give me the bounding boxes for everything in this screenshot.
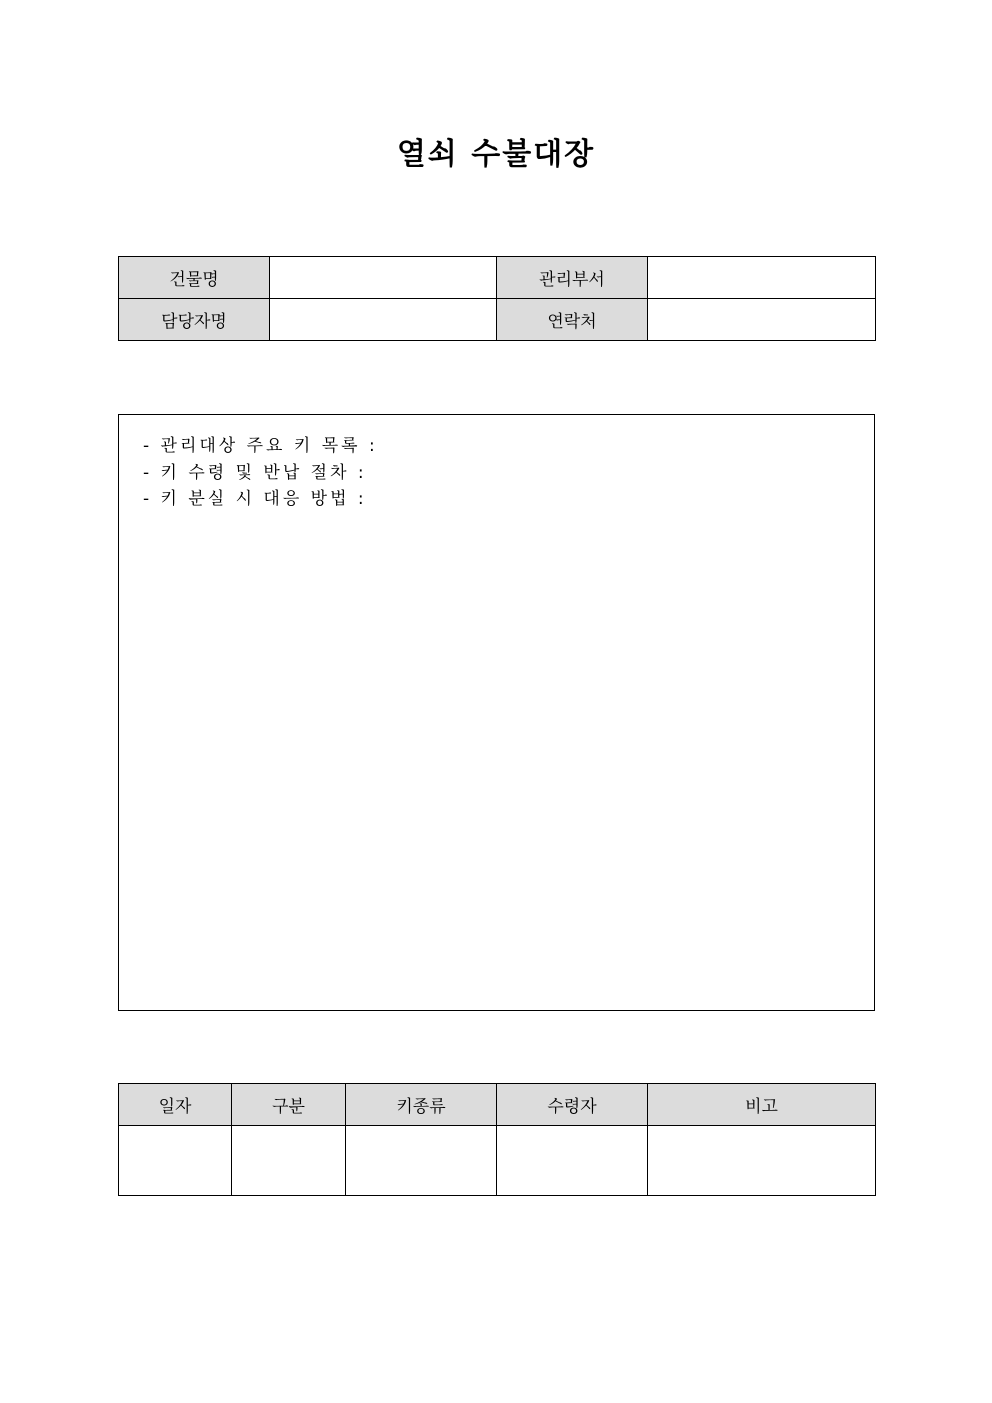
cell-type[interactable]	[232, 1126, 346, 1196]
guide-line-procedure: - 키 수령 및 반납 절차 :	[143, 462, 367, 483]
manager-value-cell[interactable]	[270, 299, 497, 341]
guide-list	[143, 433, 378, 513]
header-type: 구분	[232, 1084, 346, 1126]
header-date: 일자	[119, 1084, 232, 1126]
cell-remarks[interactable]	[648, 1126, 876, 1196]
info-row	[119, 299, 876, 341]
contact-label: 연락처	[497, 299, 648, 341]
cell-date[interactable]	[119, 1126, 232, 1196]
cell-recipient[interactable]	[497, 1126, 648, 1196]
department-value-cell[interactable]	[648, 257, 876, 299]
table-row	[119, 1126, 876, 1196]
page-title: 열쇠 수불대장	[396, 137, 596, 172]
info-row	[119, 257, 876, 299]
header-remarks: 비고	[648, 1084, 876, 1126]
manager-label: 담당자명	[119, 299, 270, 341]
department-label: 관리부서	[497, 257, 648, 299]
guide-line-key-list: - 관리대상 주요 키 목록 :	[143, 436, 378, 456]
key-log-table	[118, 1083, 876, 1196]
cell-key-type[interactable]	[346, 1126, 497, 1196]
header-recipient: 수령자	[497, 1084, 648, 1126]
header-key-type: 키종류	[346, 1084, 497, 1126]
building-value-cell[interactable]	[270, 257, 497, 299]
building-label: 건물명	[119, 257, 270, 299]
info-table	[118, 256, 876, 341]
contact-value-cell[interactable]	[648, 299, 876, 341]
guide-line-loss-response: - 키 분실 시 대응 방법 :	[143, 489, 367, 509]
table-header-row	[119, 1084, 876, 1126]
guide-box[interactable]	[118, 414, 875, 1011]
